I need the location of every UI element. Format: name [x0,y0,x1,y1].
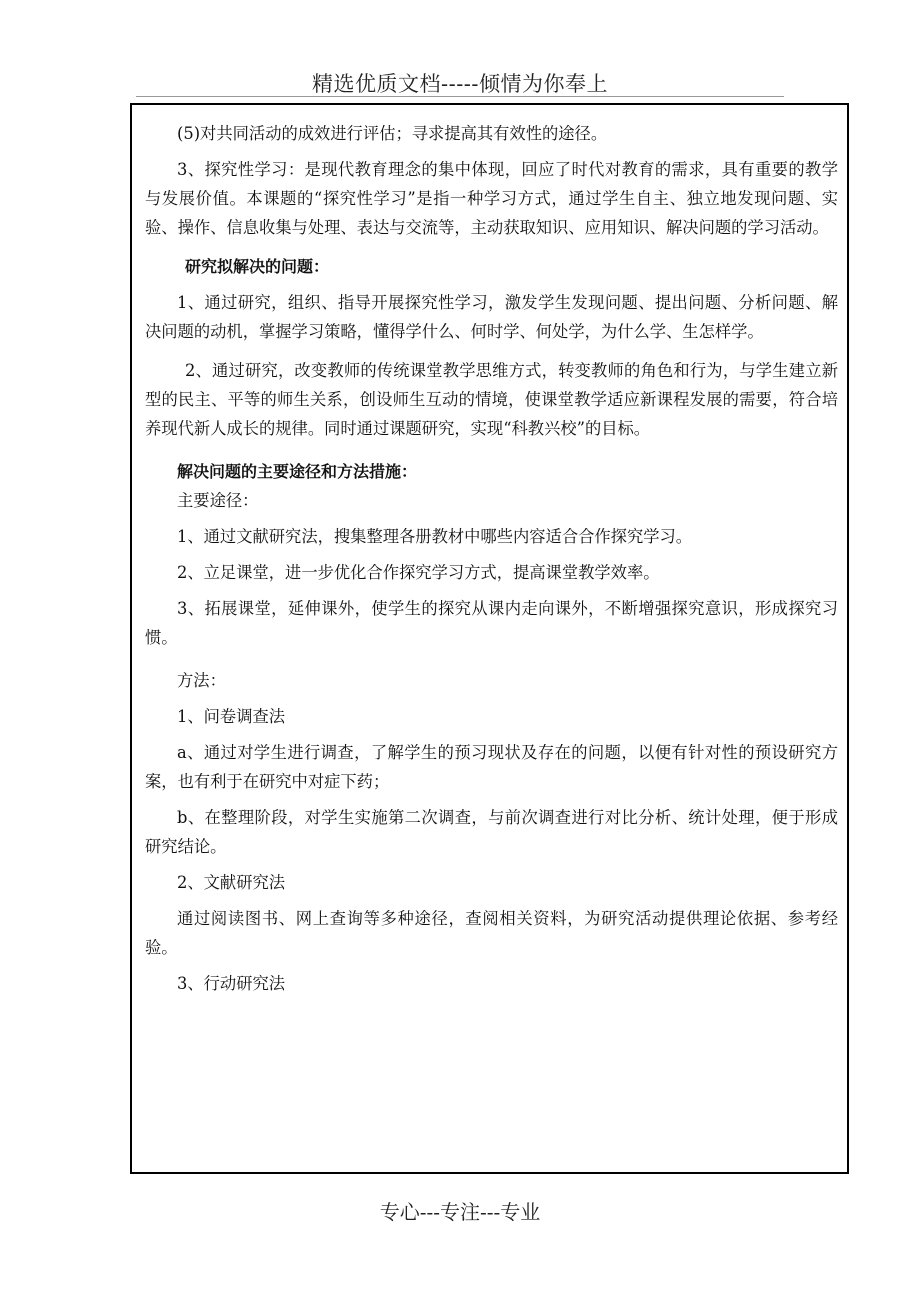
paragraph-inquiry-learning: 3、探究性学习：是现代教育理念的集中体现，回应了时代对教育的需求，具有重要的教学与发展价值。本课题的“探究性学习”是指一种学习方式，通过学生自主、独立地发现问题、实验、操作、信息收集与处理、表达与交流等，主动获取知识、应用知识、解决问题的学习活动。 [145,160,838,237]
paragraph-method-1b: b、在整理阶段，对学生实施第二次调查，与前次调查进行对比分析、统计处理，便于形成研究结论。 [145,808,838,856]
paragraph-item-5: (5)对共同活动的成效进行评估；寻求提高其有效性的途径。 [177,124,608,143]
heading-research-problems: 研究拟解决的问题： [185,257,330,276]
paragraph-method-2-desc: 通过阅读图书、网上查询等多种途径，查阅相关资料，为研究活动提供理论依据、参考经验。 [145,909,838,957]
paragraph-route-3: 3、拓展课堂，延伸课外，使学生的探究从课内走向课外，不断增强探究意识，形成探究习惯。 [145,599,838,647]
paragraph-problem-2: 2、通过研究，改变教师的传统课堂教学思维方式，转变教师的角色和行为，与学生建立新型的民主、平等的师生关系，创设师生互动的情境，使课堂教学适应新课程发展的需要，符合培养现代新人成长的规律。同时通过课题研究，实现“科教兴校”的目标。 [145,361,838,438]
paragraph-route-1: 1、通过文献研究法，搜集整理各册教材中哪些内容适合合作探究学习。 [177,527,693,546]
paragraph-method-1a: a、通过对学生进行调查，了解学生的预习现状及存在的问题，以便有针对性的预设研究方案，也有利于在研究中对症下药； [145,743,838,791]
page-footer: 专心---专注---专业 [379,1200,541,1224]
paragraph-methods-label: 方法： [177,671,226,690]
paragraph-method-2: 2、文献研究法 [177,873,286,892]
document-body [145,119,838,998]
document-table-cell [130,103,849,1174]
header-divider [136,96,784,97]
heading-solution-methods: 解决问题的主要途径和方法措施： [177,462,418,481]
paragraph-routes-label: 主要途径： [177,491,259,510]
paragraph-route-2: 2、立足课堂，进一步优化合作探究学习方式，提高课堂教学效率。 [177,563,660,582]
paragraph-method-3: 3、行动研究法 [177,974,286,993]
page-header: 精选优质文档-----倾情为你奉上 [312,72,608,96]
paragraph-problem-1: 1、通过研究，组织、指导开展探究性学习，激发学生发现问题、提出问题、分析问题、解决问题的动机，掌握学习策略，懂得学什么、何时学、何处学，为什么学、生怎样学。 [145,293,838,341]
paragraph-method-1: 1、问卷调查法 [177,707,286,726]
